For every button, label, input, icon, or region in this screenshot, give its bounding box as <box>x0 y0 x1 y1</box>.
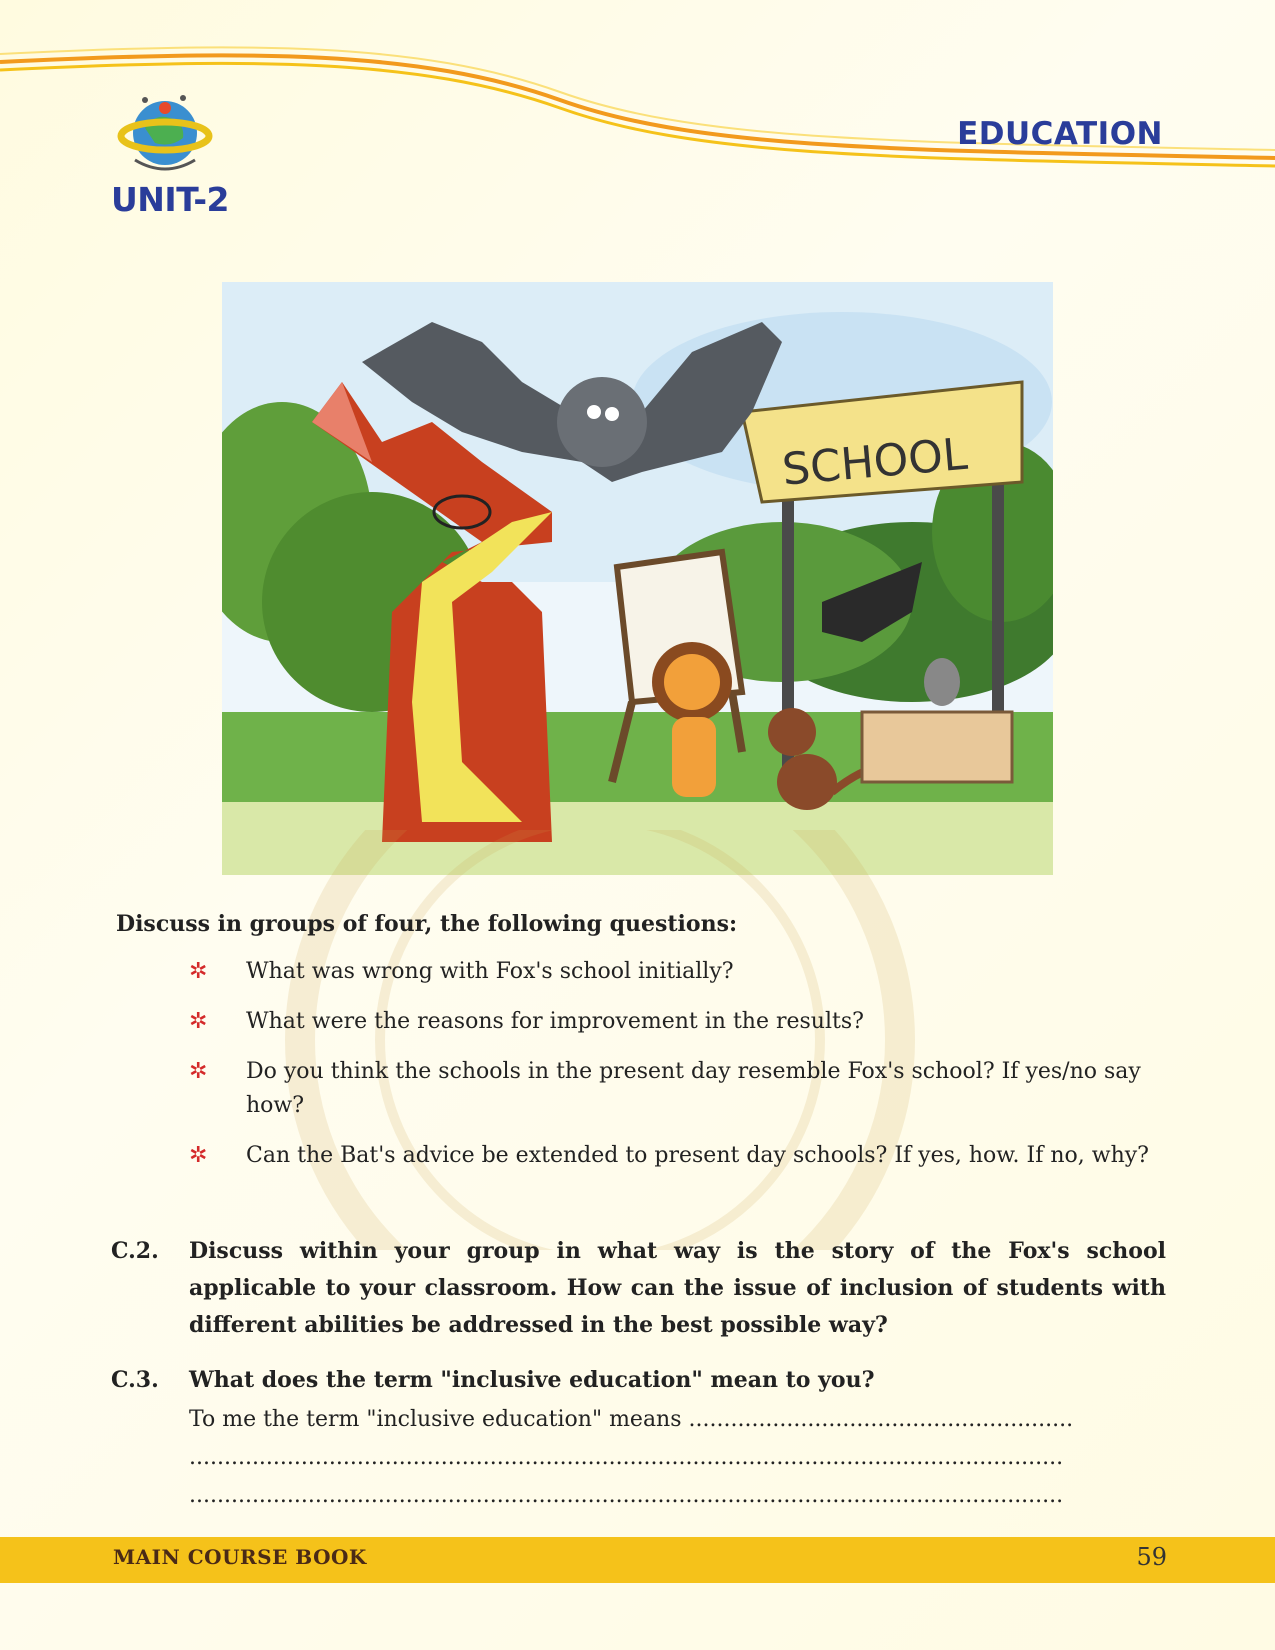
school-emblem-logo <box>115 88 215 188</box>
unit-label: UNIT-2 <box>111 180 230 219</box>
asterisk-icon: ✲ <box>189 959 208 984</box>
answer-line-2[interactable]: ............................................................................................................................. <box>189 1445 1064 1470</box>
question-c2 <box>111 1233 1166 1344</box>
sign-text: SCHOOL <box>780 428 970 496</box>
question-text: What does the term "inclusive education" mean to you? <box>189 1367 875 1393</box>
answer-line-3[interactable]: ............................................................................................................................. <box>189 1483 1064 1508</box>
asterisk-icon: ✲ <box>189 1143 208 1168</box>
discussion-bullet <box>186 1055 1166 1123</box>
discussion-bullet <box>186 1005 1166 1039</box>
asterisk-icon: ✲ <box>189 1009 208 1034</box>
illustration-art <box>222 282 1053 875</box>
question-number: C.2. <box>111 1238 159 1264</box>
discussion-bullet-list <box>186 955 1166 1189</box>
discussion-bullet <box>186 955 1166 989</box>
book-title: MAIN COURSE BOOK <box>113 1545 367 1569</box>
question-number: C.3. <box>111 1367 159 1393</box>
discussion-heading: Discuss in groups of four, the following questions: <box>116 911 738 937</box>
bullet-text: Can the Bat's advice be extended to present day schools? If yes, how. If no, why? <box>246 1143 1149 1168</box>
question-c3 <box>111 1362 1166 1399</box>
chapter-title: EDUCATION <box>957 116 1163 152</box>
story-illustration <box>222 282 1053 875</box>
bullet-text: Do you think the schools in the present day resemble Fox's school? If yes/no say how? <box>246 1059 1141 1118</box>
discussion-bullet <box>186 1139 1166 1173</box>
page-number: 59 <box>1136 1543 1167 1571</box>
bullet-text: What was wrong with Fox's school initially? <box>246 959 734 984</box>
bullet-text: What were the reasons for improvement in the results? <box>246 1009 864 1034</box>
asterisk-icon: ✲ <box>189 1059 208 1084</box>
answer-line-1[interactable]: To me the term "inclusive education" means ....................................................... <box>189 1407 1074 1432</box>
question-text: Discuss within your group in what way is the story of the Fox's school applicable to your classroom. How can the issue of inclusion of students with different abilities be addressed in the best possible way? <box>189 1238 1166 1338</box>
